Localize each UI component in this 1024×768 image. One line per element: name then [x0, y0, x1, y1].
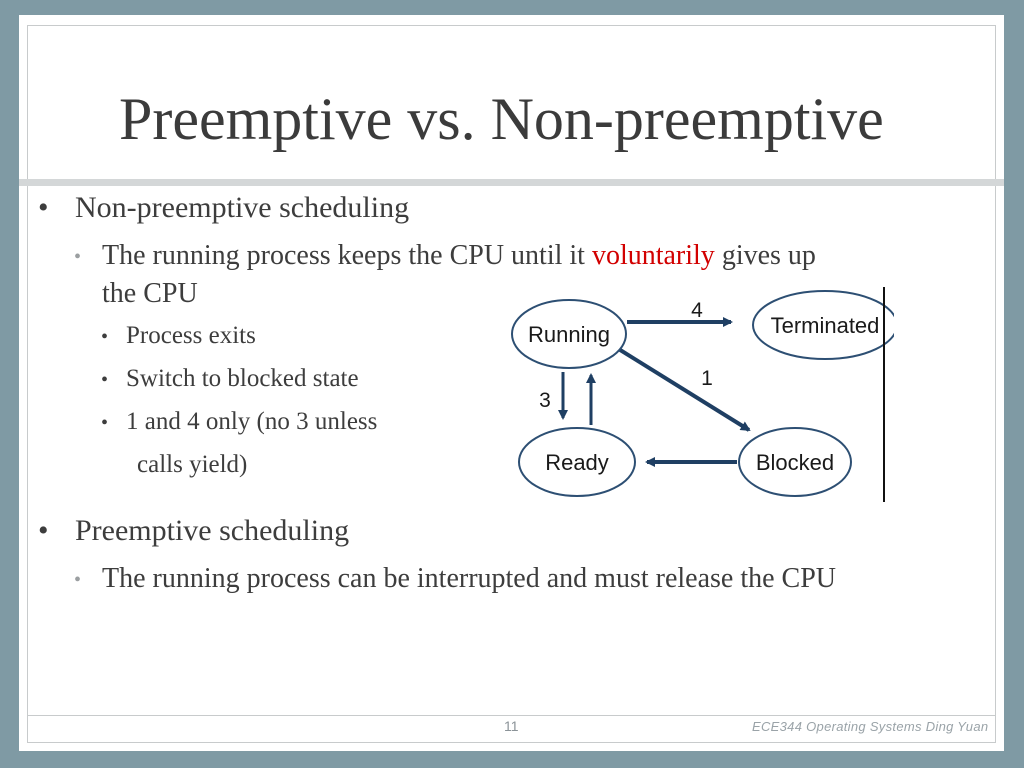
state-terminated [753, 291, 894, 359]
bullet-marker: • [101, 369, 109, 391]
bullet-text: 1 and 4 only (no 3 unless [126, 408, 378, 435]
highlight-voluntarily: voluntarily [591, 240, 715, 271]
bullet-text [102, 240, 816, 272]
footer-course-label: ECE344 Operating Systems Ding Yuan [752, 719, 989, 734]
bullet-marker: • [101, 326, 109, 348]
bullet-marker: • [74, 246, 82, 268]
bullet-text-before: The running process keeps the CPU until it [102, 240, 592, 271]
bullet-marker: • [38, 514, 49, 547]
edge-label-3: 3 [539, 389, 551, 412]
edge-running-blocked [617, 348, 749, 430]
bullet-text-line2: the CPU [102, 278, 198, 309]
state-label-blocked: Blocked [755, 450, 835, 475]
edge-label-1: 1 [701, 367, 713, 390]
state-blocked [739, 428, 851, 496]
bullet-text-line2: calls yield) [137, 451, 248, 478]
bullet-text: Non-preemptive scheduling [75, 191, 410, 224]
bullet-marker: • [101, 412, 109, 434]
bullet-text: Switch to blocked state [126, 365, 359, 392]
bullet-text: The running process can be interrupted and must release the CPU [102, 563, 837, 594]
vertical-rule [883, 287, 885, 502]
title-divider [19, 179, 1004, 186]
state-ready [519, 428, 635, 496]
bullet-marker: • [74, 569, 82, 591]
edge-label-4: 4 [691, 299, 703, 322]
process-state-diagram [509, 285, 894, 505]
state-running [512, 300, 626, 368]
bullet-text-after: gives up [714, 240, 816, 271]
slide [19, 15, 1004, 751]
state-label-ready: Ready [545, 450, 609, 475]
bullet-text: Process exits [126, 322, 256, 349]
page-number: 11 [504, 718, 519, 734]
bullet-marker: • [38, 191, 49, 224]
slide-title: Preemptive vs. Non-preemptive [119, 86, 884, 152]
state-label-terminated: Terminated [770, 313, 880, 338]
state-label-running: Running [528, 322, 610, 347]
bullet-text: Preemptive scheduling [75, 514, 350, 547]
footer-divider [28, 715, 995, 716]
